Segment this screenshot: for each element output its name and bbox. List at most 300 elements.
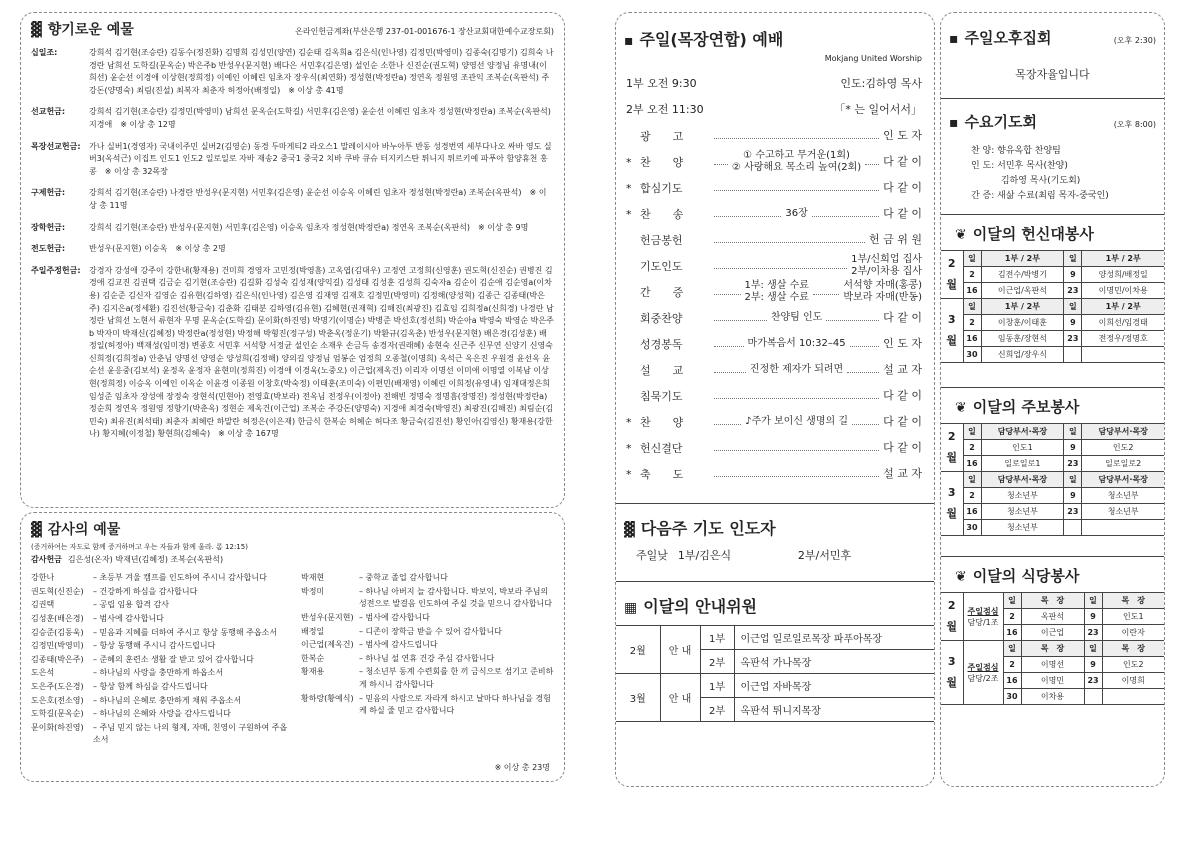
schedule-month bbox=[941, 251, 963, 299]
leader-dots bbox=[714, 263, 847, 269]
schedule-assignee bbox=[1102, 689, 1164, 705]
order-item bbox=[616, 149, 928, 175]
offering-section-names: 강희석 김기현(조승란) 김정민(박영미) 남희선 문옥순(도학길) 서민후(김은영) 윤순선 이혜린 임초자 정성현(박정란a) 조복순(옥판석) 지경애 bbox=[89, 107, 551, 129]
order-item-leader: 설 교 자 bbox=[883, 467, 922, 480]
schedule-day: 16 bbox=[963, 331, 981, 347]
schedule-header-cell: 1부 / 2부 bbox=[1082, 299, 1164, 315]
next-prayer-part1: 1부/김은식 bbox=[677, 549, 732, 562]
schedule-day: 9 bbox=[1064, 488, 1082, 504]
schedule-day: 23 bbox=[1064, 504, 1082, 520]
thanks-offering-text: 김은성(온자) 박재년(김혜정) 조복순(옥판석) bbox=[67, 554, 224, 564]
schedule-header-cell: 담당부서·목장 bbox=[1082, 424, 1164, 440]
offering-section bbox=[31, 243, 554, 256]
offering-section-body bbox=[89, 222, 554, 235]
schedule-month-number: 2 bbox=[947, 257, 956, 270]
bar-icon: ▪ bbox=[624, 33, 634, 49]
schedule-day: 23 bbox=[1084, 673, 1102, 689]
order-item-name: 설 교 bbox=[640, 364, 684, 377]
offerings-box bbox=[20, 12, 565, 508]
schedule-assignee: 청소년부 bbox=[981, 488, 1064, 504]
order-item-leader: 다 같 이 bbox=[883, 155, 922, 168]
offering-section-names: 강희석 김기현(조승란) 반성우(문지현) 서민후(김은영) 이승옥 임초자 정성현(박정란a) 정연옥 조복순(옥판석) bbox=[89, 222, 471, 232]
schedule-day: 9 bbox=[1064, 315, 1082, 331]
schedule-month-number: 3 bbox=[947, 655, 956, 668]
offering-section-count: ※ 이상 총 11명 bbox=[89, 188, 547, 210]
schedule-assignee: 양성희/배정일 bbox=[1082, 267, 1164, 283]
leader-dots bbox=[714, 341, 744, 347]
thanks-item bbox=[31, 667, 293, 680]
schedule-day: 2 bbox=[963, 315, 981, 331]
schedule-assignee: 이희선/임경태 bbox=[1082, 315, 1164, 331]
offering-section-body bbox=[89, 47, 554, 97]
schedule-header-cell: 1부 / 2부 bbox=[981, 251, 1064, 267]
schedule-month-number: 2 bbox=[947, 599, 956, 612]
order-item-leader: 다 같 이 bbox=[883, 181, 922, 194]
offering-section bbox=[31, 141, 554, 179]
schedule-day: 16 bbox=[963, 456, 981, 472]
leader-dots bbox=[714, 159, 728, 165]
schedule-assignee: 이명민 bbox=[1021, 673, 1084, 689]
bulletin-title: 이달의 주보봉사 bbox=[972, 398, 1080, 416]
schedule-assignee: 청소년부 bbox=[981, 504, 1064, 520]
schedule-row bbox=[941, 283, 1164, 299]
bar-icon: ▓ bbox=[31, 22, 42, 38]
order-item bbox=[616, 331, 928, 357]
schedule-assignee: 이근업/옥판석 bbox=[981, 283, 1064, 299]
schedule-month bbox=[941, 299, 963, 363]
leader-dots bbox=[850, 341, 880, 347]
schedule-row bbox=[941, 267, 1164, 283]
schedule-header-cell: 일 bbox=[1064, 424, 1082, 440]
leader-dots bbox=[852, 419, 879, 425]
thanks-item bbox=[31, 654, 293, 667]
schedule-assignee: 청소년부 bbox=[981, 520, 1064, 536]
order-item-name: 침묵기도 bbox=[640, 390, 683, 403]
order-item bbox=[616, 357, 928, 383]
order-item-name: 기도인도 bbox=[640, 260, 683, 273]
order-item-name: 찬 양 bbox=[640, 416, 684, 429]
schedule-assignee: 이명희 bbox=[1102, 673, 1164, 689]
schedule-row bbox=[941, 504, 1164, 520]
guide-part: 2부 bbox=[700, 698, 734, 722]
guides-table bbox=[616, 625, 934, 722]
afternoon-time: (오후 2:30) bbox=[1113, 36, 1156, 45]
schedule-assignee: 일로일로1 bbox=[981, 456, 1064, 472]
offering-section-label: 선교헌금: bbox=[31, 107, 66, 117]
schedule-month bbox=[941, 641, 963, 705]
wednesday-title: 수요기도회 bbox=[964, 113, 1037, 131]
order-item-detail: ① 수고하고 무거운(1회) ② 사랑해요 목소리 높여(2회) bbox=[731, 150, 862, 173]
guides-title: 이달의 안내위원 bbox=[643, 597, 757, 616]
thanks-item-name: 황하랑(황예식) bbox=[301, 693, 354, 703]
schedule-header-cell: 일 bbox=[1084, 593, 1102, 609]
thanks-count: ※ 이상 총 23명 bbox=[494, 763, 550, 773]
schedule-header-cell: 일 bbox=[963, 472, 981, 488]
schedule-header-row bbox=[941, 472, 1164, 488]
worship-time-1: 1부 오전 9:30 bbox=[626, 77, 697, 90]
order-item-standing: * bbox=[626, 207, 632, 221]
schedule-day: 2 bbox=[963, 267, 981, 283]
order-item-leader: 인 도 자 bbox=[883, 337, 922, 350]
schedule-month bbox=[941, 424, 963, 472]
leader-dots bbox=[847, 367, 879, 373]
thanks-item-name: 문이화(하진영) bbox=[31, 722, 84, 732]
thanks-item bbox=[31, 722, 293, 747]
thanks-item-name: 김종태(박은주) bbox=[31, 654, 84, 664]
thanks-offering-label: 감사헌금 bbox=[31, 554, 62, 564]
schedule-header-cell: 1부 / 2부 bbox=[981, 299, 1064, 315]
schedule-assignee: 인도2 bbox=[1082, 440, 1164, 456]
guide-names: 옥판석 튀니지목장 bbox=[734, 698, 934, 722]
order-item bbox=[616, 461, 928, 487]
leader-dots bbox=[714, 289, 741, 295]
schedule-day: 2 bbox=[963, 440, 981, 456]
order-item bbox=[616, 409, 928, 435]
thanks-item-name: 김정민(박영미) bbox=[31, 641, 84, 651]
order-item-leader: 다 같 이 bbox=[883, 415, 923, 428]
order-item-leader: 다 같 이 bbox=[883, 207, 923, 220]
schedule-assignee: 청소년부 bbox=[1082, 504, 1164, 520]
afternoon-title: 주일오후집회 bbox=[964, 29, 1052, 47]
wednesday-lines bbox=[941, 132, 1164, 204]
order-item bbox=[616, 123, 928, 149]
wednesday-time: (오후 8:00) bbox=[1113, 120, 1156, 129]
order-item-detail: 진정한 제자가 되려면 bbox=[749, 364, 844, 375]
next-prayer-label: 주일낮 bbox=[636, 549, 668, 562]
leader-dots bbox=[714, 133, 879, 139]
offering-section-label: 십일조: bbox=[31, 48, 58, 57]
order-item-name: 찬 양 bbox=[640, 156, 684, 169]
schedule-assignee: 이창훈/이태훈 bbox=[981, 315, 1064, 331]
schedule-header-cell: 목 장 bbox=[1021, 593, 1084, 609]
guide-part: 1부 bbox=[700, 674, 734, 698]
order-item-standing: * bbox=[626, 467, 632, 481]
schedule-header-cell: 목 장 bbox=[1102, 641, 1164, 657]
schedule-row bbox=[941, 440, 1164, 456]
schedule-header-row bbox=[941, 641, 1164, 657]
next-prayer-part2: 2부/서민후 bbox=[797, 549, 852, 562]
bar-icon: ▓ bbox=[31, 522, 42, 538]
offering-section-count: ※ 이상 총 167명 bbox=[218, 429, 279, 439]
schedule-assignee bbox=[1082, 520, 1164, 536]
order-item bbox=[616, 305, 928, 331]
schedule-day: 9 bbox=[1084, 657, 1102, 673]
schedule-duty-label bbox=[963, 593, 1003, 641]
schedule-row bbox=[941, 520, 1164, 536]
thanks-item bbox=[31, 599, 293, 612]
order-item-standing: * bbox=[626, 181, 632, 195]
schedule-header-cell: 일 bbox=[1064, 472, 1082, 488]
thanks-item bbox=[301, 653, 554, 666]
leader-dots bbox=[714, 445, 879, 451]
thanks-item bbox=[301, 572, 554, 585]
leader-dots bbox=[813, 289, 840, 295]
schedule-assignee: 이차용 bbox=[1021, 689, 1084, 705]
thanks-item bbox=[31, 572, 293, 585]
offering-sections bbox=[31, 47, 554, 441]
leader-dots bbox=[812, 211, 879, 217]
thanks-item-message: – 초등부 겨울 캠프를 인도하여 주시니 감사합니다 bbox=[93, 573, 267, 583]
thanks-item-name: 김권택 bbox=[31, 600, 55, 610]
schedule-header-cell: 담당부서·목장 bbox=[981, 424, 1064, 440]
offering-section-label: 전도헌금: bbox=[31, 244, 66, 254]
thanks-item-name: 도은호(전소영) bbox=[31, 695, 84, 705]
offering-section-count: ※ 이상 총 32목장 bbox=[104, 166, 168, 176]
order-item bbox=[616, 383, 928, 409]
worship-time-2: 2부 오전 11:30 bbox=[626, 103, 704, 116]
schedule-assignee: 신희업/장우식 bbox=[981, 347, 1064, 363]
order-item-leader: 인 도 자 bbox=[883, 129, 922, 142]
thanks-item-message: – 항상 동행해 주시니 감사드립니다 bbox=[93, 641, 216, 651]
schedule-day: 30 bbox=[963, 347, 981, 363]
schedule-row bbox=[941, 331, 1164, 347]
schedule-assignee: 청소년부 bbox=[1082, 488, 1164, 504]
thanks-item bbox=[31, 627, 293, 640]
wednesday-line: 찬 양: 향유옥합 찬양팀 bbox=[971, 146, 1061, 156]
thanks-item bbox=[31, 708, 293, 721]
leader-dots bbox=[826, 315, 879, 321]
schedule-assignee bbox=[1082, 347, 1164, 363]
order-item-detail: 36장 bbox=[785, 208, 808, 219]
offering-section bbox=[31, 187, 554, 212]
thanks-item-message: – 청소년부 동계 수련회를 한 끼 금식으로 섬기고 준비하게 하시니 감사합니다 bbox=[359, 667, 554, 689]
schedule-header-row bbox=[941, 593, 1164, 609]
schedule-day: 9 bbox=[1064, 440, 1082, 456]
thanks-item bbox=[301, 639, 554, 652]
offering-section-body bbox=[89, 243, 554, 256]
thanks-title: 감사의 예물 bbox=[47, 522, 121, 538]
schedule-month-unit: 월 bbox=[946, 507, 958, 520]
order-item-detail: 마가복음서 10:32–45 bbox=[747, 338, 846, 349]
order-item-detail: ♪주가 보이신 생명의 길 bbox=[745, 416, 848, 427]
schedule-month bbox=[941, 593, 963, 641]
offering-section-label: 구제헌금: bbox=[31, 188, 66, 198]
guide-part: 1부 bbox=[700, 626, 734, 650]
schedule-assignee: 김전수/박병기 bbox=[981, 267, 1064, 283]
guide-row bbox=[616, 674, 934, 698]
leader-dots bbox=[714, 185, 879, 191]
thanks-item-name: 도은석 bbox=[31, 668, 55, 678]
schedule-day: 16 bbox=[963, 283, 981, 299]
schedule-duty-label bbox=[963, 641, 1003, 705]
thanks-item-message: – 하나님 아버지 늘 감사합니다. 박보익, 박보라 주님의 성전으로 발걸음 인도하여 주실 것을 믿으니 감사합니다 bbox=[359, 586, 552, 609]
schedule-box bbox=[940, 12, 1165, 787]
thanks-item-name: 이근업(제옥건) bbox=[301, 640, 354, 650]
schedule-header-cell: 일 bbox=[963, 299, 981, 315]
thanks-item-message: – 주님 믿지 않는 나의 형제, 자매, 친영이 구원하여 주옵소서 bbox=[93, 722, 288, 745]
schedule-row bbox=[941, 488, 1164, 504]
account-info: 온라인헌금계좌(부산은행 237-01-001676-1 장산교회대한예수교장로회) bbox=[295, 27, 554, 36]
offering-section-names: 강희석 김기현(조승란) 김동수(정진화) 김명희 김성민(양연) 김순태 김옥희a 김은식(인나영) 김정민(박영미) 김종숙(김명기) 김희숙 나경란 남희선 도학길(문옥순) 박은주b 반성우(문지현) 배다은 서민후(김은영) 설인순 소한나 신진순(권도혁) 양영선 양정님 유명내(이희선) 윤순선 이경애 이상현(정희정) 이예인 이혜린 임초자 장우식(최연화) 정성현(박정란a) 정연옥 정원영 조관익 조복순(옥판석) 주강돈(양명숙) 최림(진설) 최복자 최춘자 허정아(배정일) bbox=[89, 48, 554, 95]
offering-section-label: 목장선교헌금: bbox=[31, 141, 81, 151]
thanks-item bbox=[301, 612, 554, 625]
offering-section-label: 장학헌금: bbox=[31, 222, 66, 232]
schedule-header-cell: 목 장 bbox=[1102, 593, 1164, 609]
offering-section-body bbox=[89, 187, 554, 212]
thanks-item-message: – 믿음과 지혜를 더하여 주시고 항상 동행해 주옵소서 bbox=[93, 627, 278, 637]
order-item-name: 성경봉독 bbox=[640, 338, 683, 351]
worship-subtitle: Mokjang United Worship bbox=[824, 54, 922, 63]
bulletin-table bbox=[941, 423, 1164, 536]
worship-note: 「* 는 일어서서」 bbox=[834, 103, 922, 116]
schedule-day bbox=[1084, 689, 1102, 705]
thanks-column-1 bbox=[31, 572, 293, 748]
guide-role: 안 내 bbox=[660, 626, 700, 674]
schedule-header-cell: 일 bbox=[1003, 593, 1021, 609]
thanks-item-message: – 하나님의 은혜와 사랑을 감사드립니다 bbox=[93, 709, 231, 719]
schedule-assignee: 이란자 bbox=[1102, 625, 1164, 641]
schedule-month bbox=[941, 472, 963, 536]
offering-section-names: 강희석 김기현(조승란) 나경란 반성우(문지현) 서민후(김은영) 윤순선 이승옥 이혜린 임초자 정성현(박정란a) 조복순(옥판석) bbox=[89, 188, 522, 198]
schedule-day: 16 bbox=[1003, 625, 1021, 641]
order-item-standing: * bbox=[626, 415, 632, 429]
guide-names: 이근업 자바목장 bbox=[734, 674, 934, 698]
schedule-month-unit: 월 bbox=[946, 278, 958, 291]
order-item bbox=[616, 175, 928, 201]
thanks-item-message: – 범사에 감사합니다 bbox=[359, 612, 430, 622]
thanks-item bbox=[31, 695, 293, 708]
schedule-day: 9 bbox=[1084, 609, 1102, 625]
offering-section bbox=[31, 106, 554, 131]
worship-title: 주일(목장연합) 예배 bbox=[639, 30, 784, 49]
schedule-assignee: 인도1 bbox=[981, 440, 1064, 456]
schedule-assignee: 인도1 bbox=[1102, 609, 1164, 625]
thanks-verse: (증거하여는 자도로 함께 증거하며고 우는 자들과 함께 울라. 롬 12:15) bbox=[31, 543, 248, 551]
schedule-month-number: 3 bbox=[947, 486, 956, 499]
thanks-item-message: – 하나님의 사랑을 충만하게 하옵소서 bbox=[93, 668, 224, 678]
thanks-box bbox=[20, 512, 565, 782]
schedule-day: 23 bbox=[1084, 625, 1102, 641]
schedule-month-unit: 월 bbox=[946, 451, 958, 464]
offering-section-body bbox=[89, 265, 554, 441]
leader-dots bbox=[714, 315, 767, 321]
thanks-item-name: 박재현 bbox=[301, 573, 325, 583]
offering-section-count: ※ 이상 총 2명 bbox=[175, 244, 226, 254]
leader-dots bbox=[714, 393, 879, 399]
heart-icon: ❦ bbox=[955, 569, 967, 585]
thanks-item bbox=[301, 586, 554, 611]
schedule-assignee: 임동훈/장현석 bbox=[981, 331, 1064, 347]
guide-names: 이근업 일로일로목장 파푸아목장 bbox=[734, 626, 934, 650]
bar-icon: ▪ bbox=[949, 115, 959, 131]
schedule-day: 23 bbox=[1064, 331, 1082, 347]
thanks-item bbox=[31, 640, 293, 653]
dining-table bbox=[941, 592, 1164, 705]
order-item-detail: 1부: 생살 수료 2부: 생살 수료 bbox=[744, 280, 809, 303]
thanks-item-message: – 범사에 감사드립니다 bbox=[359, 640, 438, 650]
duty-label-main: 주일점심 bbox=[967, 662, 999, 672]
afternoon-text: 목장자율입니다 bbox=[1015, 68, 1090, 81]
order-item-leader: 헌 금 위 원 bbox=[869, 233, 922, 246]
schedule-month-unit: 월 bbox=[946, 334, 958, 347]
next-prayer-title: 다음주 기도 인도자 bbox=[640, 519, 776, 538]
schedule-day bbox=[1064, 347, 1082, 363]
schedule-header-cell: 목 장 bbox=[1021, 641, 1084, 657]
schedule-month-unit: 월 bbox=[946, 676, 958, 689]
order-item-name: 헌금봉헌 bbox=[640, 234, 683, 247]
thanks-item-name: 김승준(김동욱) bbox=[31, 627, 84, 637]
schedule-day: 2 bbox=[1003, 609, 1021, 625]
thanks-item bbox=[31, 681, 293, 694]
offering-section bbox=[31, 265, 554, 441]
schedule-month-number: 2 bbox=[947, 430, 956, 443]
offering-section-names: 강경자 강성애 강주이 강한내(황재용) 건미희 경영자 고민정(박영흠) 고옥엽(김대우) 고정연 고정희(신영훈) 권도혁(신진순) 권병진 김경애 김교진 김권택 김금순 김기현(조승란) 김길화 김성숙 김성재(양익길) 김성태 김성훈 김성희 김숙자a 김순이 김순애 김순영a(이차용) 김순준 김신자 김영순 김유현(김하영) 김은식(인나영) 김은영 김재영 김재호 김정민(박영미) 김정해(양성혁) 김종근 김종태(박은주) 김지은a(정세환) 김진선(황금숙) 김춘화 김태분 김하영(김유현) 김혜현(권재혁) 김해진(최광진) 김효임 김희정a(신희경) 나경란 남정란 남희선 노현서 류현자 무명 문옥순(도학길) 문이화(하진영) 박명기(이명순) 박병준 박선호(정선희) 박순아a 박영숙 박영순 박은주b 박자미 박재신(김혜정) 박정란a(정성현) 박정해 박형진(정구성) 박춘옥(정운기) 박환규(김옥춘) 반성우(문지현) 배은경(김성훈) 배정일(허정아) 백재성(임미경) 변종호 서민후 서석향 서정균 설인순 소재우 손금득 송경자(권래혜) 송현숙 신근주 신무연 신양기 신영숙 신희정(김희정a) 안춘님 양명선 양영순 양성희(김정해) 양의길 양정님 엄봉순 엄정희 오종철(이명희) 옥석근 옥은진 우원경 윤선옥 윤순선 윤응중(김보석) 윤정옥 윤정자 윤현미(정희진) 이경애 이경욱(노중오) 이근업(제옥건) 이리자 이명선 이미애 이명열 이복남 이상현(정희정) 이승옥 이예인 이옥순 이윤경 이종원 이창호(박숙정) 이태훈(조미숙) 이편민(배재영) 이혜린 이희정(유영내) 임재대정은희 임성준 임초자 장성애 장정숙 장현석(민현아) 전영효(박보라) 전옥님 전정우(이정아) 전해빈 정명숙 정명흠(장명진) 정성현(박정란a) 정순희 정연옥 정원영 정향기(박춘옥) 정현순 제옥건(이근업) 조복순 주강돈(양명숙) 지경애 최경숙(박영진) 최광진(김해진) 최림순(김민숙) 최유진(최석태) 최춘자 최혜란 하말란 허정은(이은재) 한금식 한복순 허혜순 허다조 황금숙(김진선) 황인아(김영신) 황재용(강한나) 황지혜(이정철) 황현희(김혜숙) bbox=[89, 265, 554, 439]
heart-icon: ❦ bbox=[955, 227, 967, 243]
thanks-item-name: 한복순 bbox=[301, 653, 325, 663]
order-item-leader: 다 같 이 bbox=[883, 441, 922, 454]
dining-title: 이달의 식당봉사 bbox=[972, 567, 1080, 585]
order-item-standing: * bbox=[626, 155, 632, 169]
schedule-day: 30 bbox=[963, 520, 981, 536]
schedule-header-cell: 담당부서·목장 bbox=[981, 472, 1064, 488]
order-of-worship bbox=[616, 123, 934, 487]
order-item bbox=[616, 279, 928, 305]
guide-names: 옥판석 가나목장 bbox=[734, 650, 934, 674]
bar-icon: ▦ bbox=[624, 600, 638, 616]
leader-dots bbox=[714, 211, 781, 217]
leader-dots bbox=[865, 159, 879, 165]
guide-month: 2월 bbox=[616, 626, 660, 674]
duty-label-sub: 담당/1조 bbox=[967, 617, 999, 627]
schedule-day: 30 bbox=[1003, 689, 1021, 705]
thanks-item-message: – 준혜의 훈련소 생활 잘 받고 있어 감사합니다 bbox=[93, 654, 254, 664]
schedule-day: 16 bbox=[963, 504, 981, 520]
order-item-detail: 찬양팀 인도 bbox=[770, 312, 823, 323]
schedule-day: 23 bbox=[1064, 456, 1082, 472]
schedule-row bbox=[941, 315, 1164, 331]
thanks-item-name: 도학길(문옥순) bbox=[31, 709, 84, 719]
thanks-item-message: – 디존이 장학금 받을 수 있어 감사합니다 bbox=[359, 626, 502, 636]
thanks-item-name: 반성우(문지현) bbox=[301, 612, 354, 622]
order-item-name: 찬 송 bbox=[640, 208, 684, 221]
schedule-header-cell: 일 bbox=[1064, 251, 1082, 267]
offering-section-count: ※ 이상 총 12명 bbox=[120, 119, 176, 129]
schedule-header-row bbox=[941, 251, 1164, 267]
guide-part: 2부 bbox=[700, 650, 734, 674]
offerings-title: 향기로운 예물 bbox=[47, 22, 134, 38]
schedule-header-cell: 일 bbox=[1084, 641, 1102, 657]
thanks-item-name: 도은주(도은경) bbox=[31, 681, 84, 691]
wednesday-line: 인 도: 서민후 목사(찬양) bbox=[971, 161, 1068, 171]
schedule-assignee: 이근업 bbox=[1021, 625, 1084, 641]
order-item-name: 광 고 bbox=[640, 130, 684, 143]
guide-role: 안 내 bbox=[660, 674, 700, 722]
schedule-row bbox=[941, 456, 1164, 472]
order-item-name: 헌신결단 bbox=[640, 442, 683, 455]
offering-section-count: ※ 이상 총 41명 bbox=[288, 85, 344, 95]
order-item-leader: 다 같 이 bbox=[883, 311, 923, 324]
schedule-month-unit: 월 bbox=[946, 620, 958, 633]
schedule-assignee: 전정우/정명호 bbox=[1082, 331, 1164, 347]
schedule-header-cell: 일 bbox=[1064, 299, 1082, 315]
schedule-day: 2 bbox=[1003, 657, 1021, 673]
offering-section-label: 주일주정헌금: bbox=[31, 265, 81, 275]
schedule-month-number: 3 bbox=[947, 313, 956, 326]
duty-label-sub: 담당/2조 bbox=[967, 673, 999, 683]
wednesday-line: 김하영 목사(기도회) bbox=[971, 176, 1081, 186]
schedule-header-cell: 일 bbox=[963, 251, 981, 267]
order-item-leader: 서석향 자매(홍콩) 박보라 자매(반동) bbox=[843, 280, 922, 303]
thanks-item bbox=[301, 626, 554, 639]
order-item-leader: 다 같 이 bbox=[883, 389, 922, 402]
bar-icon: ▓ bbox=[624, 522, 635, 538]
order-item bbox=[616, 227, 928, 253]
order-item bbox=[616, 253, 928, 279]
schedule-header-row bbox=[941, 299, 1164, 315]
schedule-header-row bbox=[941, 424, 1164, 440]
order-item-name: 합심기도 bbox=[640, 182, 683, 195]
thanks-item-name: 배정일 bbox=[301, 626, 325, 636]
